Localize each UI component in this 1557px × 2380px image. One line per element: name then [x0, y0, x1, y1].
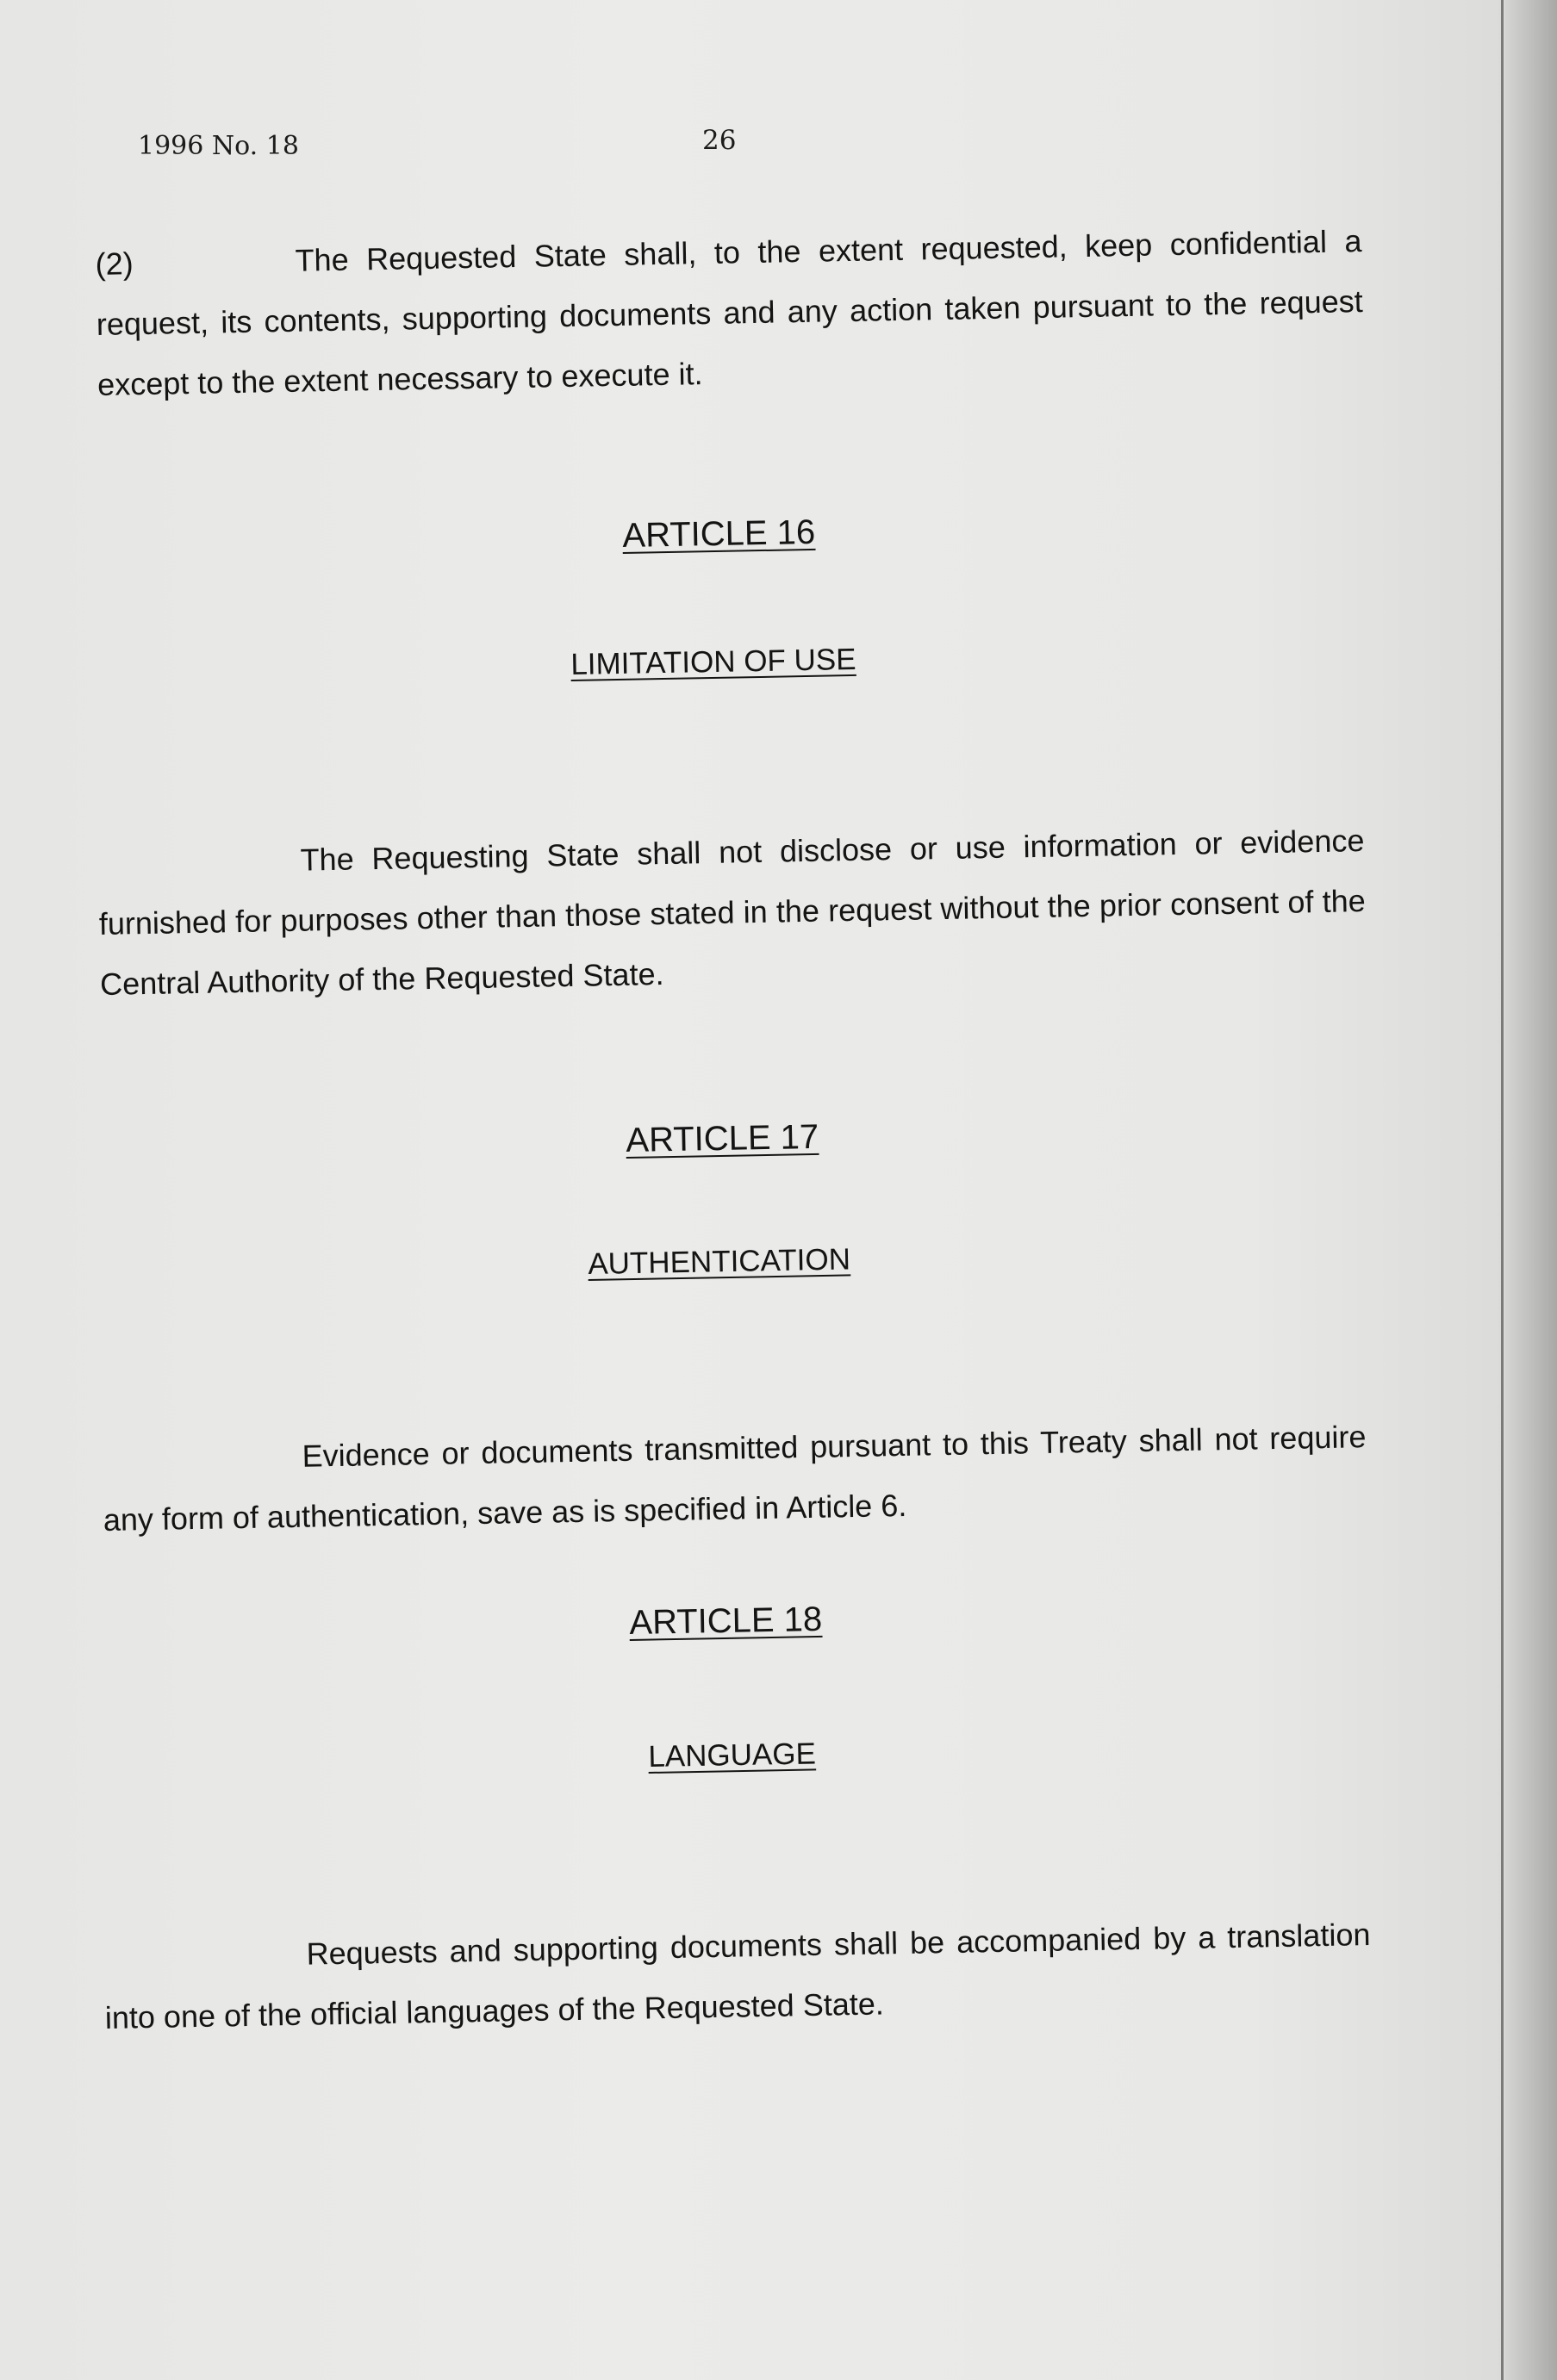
article-17-title: ARTICLE 17 [626, 1117, 819, 1159]
article-17-paragraph [102, 1407, 1367, 1550]
paragraph-2-text: The Requested State shall, to the extent requested, keep confidential a request, its contents, supporting documents and any action taken pursuant to the request except to the extent necessary to execute it. [96, 223, 1364, 402]
article-18-text: Requests and supporting documents shall be accompanied by a translation into one of the official languages of the Requested State. [104, 1917, 1371, 2035]
paragraph-2 [95, 211, 1365, 415]
page-gutter-line [1501, 0, 1504, 2380]
article-16-title: ARTICLE 16 [622, 513, 816, 555]
article-16-paragraph [97, 811, 1367, 1015]
article-16-subtitle: LIMITATION OF USE [570, 642, 856, 681]
article-17-text: Evidence or documents transmitted pursuant to this Treaty shall not require any form of authentication, save as is specified in Article 6. [103, 1419, 1367, 1538]
article-16-text: The Requesting State shall not disclose or use information or evidence furnished for purposes other than those stated in the request without the prior consent of the Central Authority of the Requested State. [98, 823, 1367, 1002]
page-number: 26 [702, 125, 737, 156]
header-citation: 1996 No. 18 [138, 131, 299, 161]
article-18-title: ARTICLE 18 [629, 1600, 823, 1642]
article-18-subtitle: LANGUAGE [648, 1737, 817, 1774]
article-18-paragraph [103, 1905, 1372, 2048]
page-spine [1505, 0, 1557, 2380]
article-17-subtitle: AUTHENTICATION [588, 1242, 851, 1281]
paragraph-2-number: (2) [95, 245, 134, 282]
